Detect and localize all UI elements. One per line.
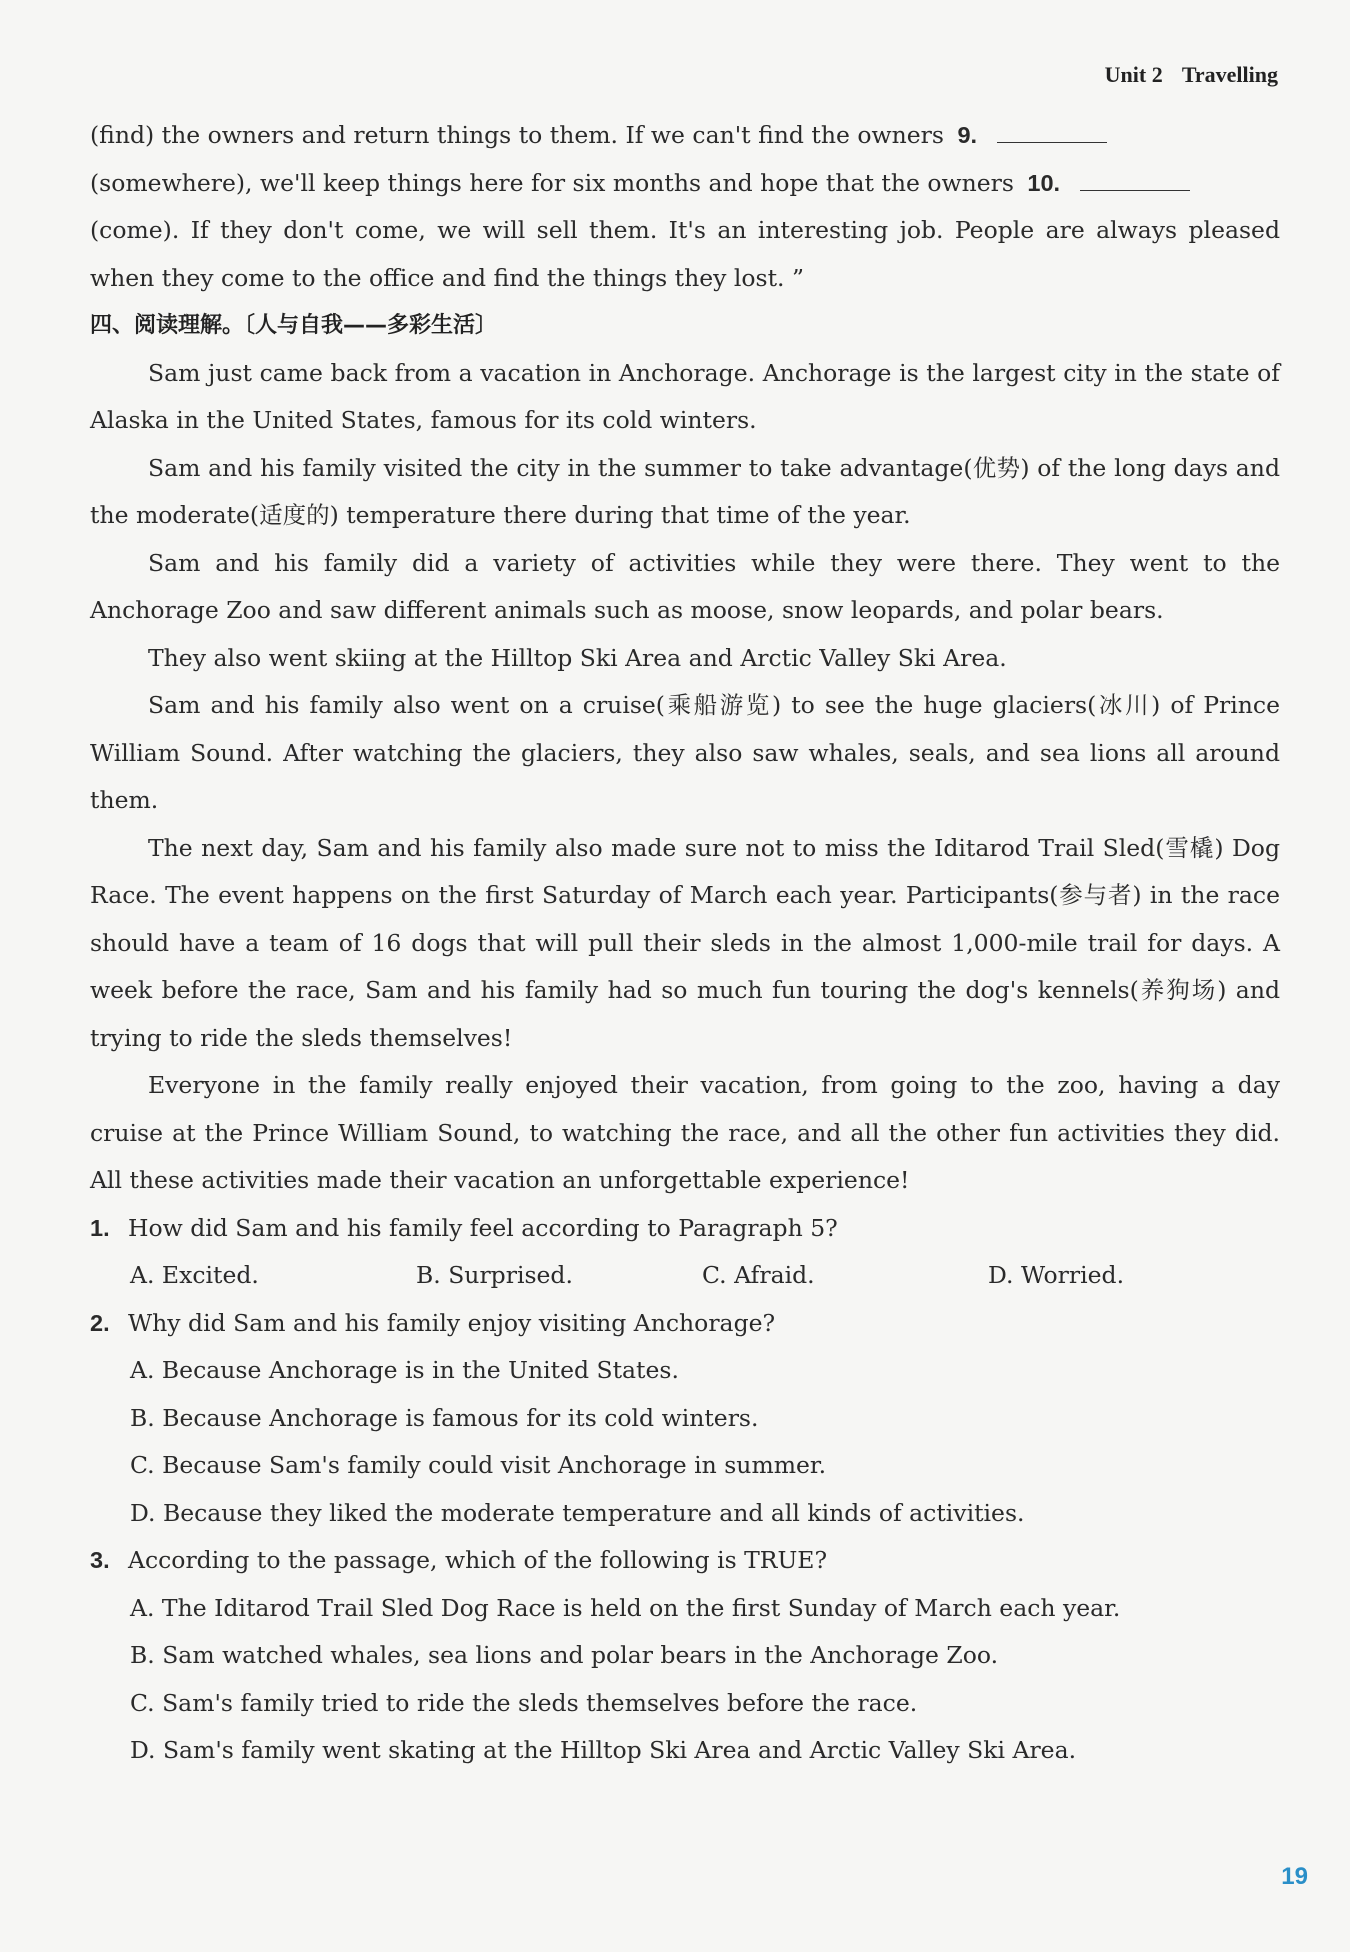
question-text: According to the passage, which of the following is TRUE? bbox=[128, 1546, 828, 1574]
option-c[interactable]: C. Afraid. bbox=[702, 1261, 815, 1289]
fill-in-line-2: (somewhere), we'll keep things here for six months and hope that the owners 10. bbox=[90, 160, 1280, 208]
passage-paragraph-3: Sam and his family did a variety of activities while they were there. They went to the Anchorage Zoo and saw different animals such as moose, snow leopards, and polar bears. bbox=[90, 548, 1280, 624]
option-c[interactable]: C. Sam's family tried to ride the sleds themselves before the race. bbox=[130, 1688, 918, 1717]
passage-paragraph-6: The next day, Sam and his family also made sure not to miss the Iditarod Trail Sled(雪橇) Dog Race. The event happens on the first Saturday of March each year. Participants(参与者) in the race should have a team of 16 dogs that will pull their sleds in the almost 1,000-mile trail for days. A week before the race, Sam and his family had so much fun touring the dog's kennels(养狗场) and trying to ride the sleds themselves! bbox=[90, 833, 1280, 1052]
blank-10-number: 10. bbox=[1027, 169, 1061, 196]
option-b[interactable]: B. Surprised. bbox=[416, 1261, 573, 1289]
section-title: 四、阅读理解。〔人与自我——多彩生活〕 bbox=[90, 313, 498, 338]
passage-paragraph-2: Sam and his family visited the city in the summer to take advantage(优势) of the long days and the moderate(适度的) temperature there during that time of the year. bbox=[90, 453, 1280, 529]
blank-9[interactable] bbox=[997, 122, 1107, 143]
question-text: How did Sam and his family feel according to Paragraph 5? bbox=[128, 1213, 838, 1242]
question-number: 1. bbox=[90, 1214, 110, 1241]
passage-paragraph-7: Everyone in the family really enjoyed their vacation, from going to the zoo, having a day cruise at the Prince William Sound, to watching the race, and all the other fun activities they did. All these activities made their vacation an unforgettable experience! bbox=[90, 1071, 1280, 1194]
option-b[interactable]: B. Because Anchorage is famous for its cold winters. bbox=[130, 1403, 759, 1432]
option-a[interactable]: A. The Iditarod Trail Sled Dog Race is held on the first Sunday of March each year. bbox=[130, 1593, 1121, 1622]
option-b[interactable]: B. Sam watched whales, sea lions and polar bears in the Anchorage Zoo. bbox=[130, 1641, 999, 1669]
option-d[interactable]: D. Worried. bbox=[988, 1261, 1125, 1289]
option-a[interactable]: A. Because Anchorage is in the United States. bbox=[130, 1356, 679, 1384]
question-text: Why did Sam and his family enjoy visiting Anchorage? bbox=[128, 1308, 776, 1337]
passage-paragraph-1: Sam just came back from a vacation in Anchorage. Anchorage is the largest city in the state of Alaska in the United States, famous for its cold winters. bbox=[90, 358, 1280, 434]
blank-9-number: 9. bbox=[957, 122, 978, 148]
page-number: 19 bbox=[1281, 1863, 1308, 1890]
passage-paragraph-5: Sam and his family also went on a cruise(乘船游览) to see the huge glaciers(冰川) of Prince William Sound. After watching the glaciers, they also saw whales, seals, and sea lions all around them. bbox=[90, 691, 1280, 814]
running-header bbox=[1105, 62, 1278, 88]
question-2 bbox=[90, 1300, 1280, 1348]
option-d[interactable]: D. Sam's family went skating at the Hilltop Ski Area and Arctic Valley Ski Area. bbox=[130, 1736, 1077, 1764]
blank-10[interactable] bbox=[1080, 170, 1190, 191]
fill-in-line-3: (come). If they don't come, we will sell them. It's an interesting job. People are always pleased when they come to the office and find the things they lost. ” bbox=[90, 216, 1280, 292]
passage-paragraph-4: They also went skiing at the Hilltop Ski Area and Arctic Valley Ski Area. bbox=[148, 643, 1007, 672]
unit-label: Unit 2 bbox=[1104, 62, 1163, 87]
option-c[interactable]: C. Because Sam's family could visit Anchorage in summer. bbox=[130, 1451, 827, 1479]
question-1 bbox=[90, 1205, 1280, 1253]
fill-in-line-1: (find) the owners and return things to them. If we can't find the owners 9. bbox=[90, 112, 1280, 160]
option-d[interactable]: D. Because they liked the moderate temperature and all kinds of activities. bbox=[130, 1498, 1025, 1527]
option-a[interactable]: A. Excited. bbox=[130, 1261, 259, 1289]
question-1-options bbox=[90, 1252, 1280, 1300]
question-number: 3. bbox=[90, 1547, 110, 1573]
unit-title: Travelling bbox=[1181, 62, 1278, 87]
question-number: 2. bbox=[90, 1309, 110, 1336]
question-3 bbox=[90, 1537, 1280, 1585]
page-content bbox=[90, 112, 1280, 1775]
